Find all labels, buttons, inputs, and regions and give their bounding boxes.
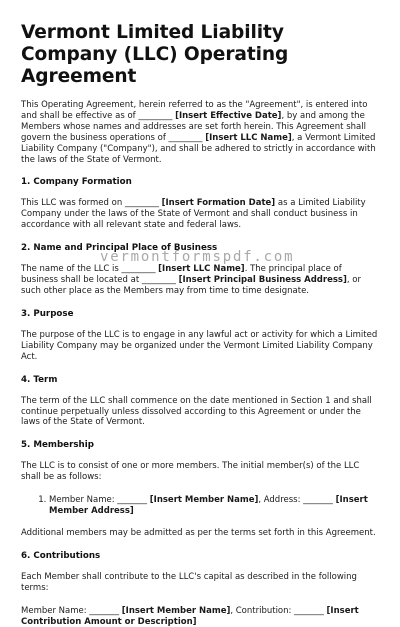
member-name-placeholder: [Insert Member Name] (149, 495, 259, 506)
intro-text-1: This Operating Agreement, herein referred to as the "Agreement", is entered into and shall be effective as of ________ (21, 100, 368, 121)
section-heading-purpose: 3. Purpose (21, 308, 74, 319)
document-title: Vermont Limited Liability Company (LLC) Operating Agreement (21, 22, 289, 87)
intro-paragraph (21, 100, 381, 165)
contribution-member-name-placeholder: [Insert Member Name] (121, 605, 231, 616)
business-address-placeholder: [Insert Principal Business Address] (178, 275, 347, 286)
intro-text-2: , by and among the Members whose names and addresses are set forth herein. This Agreement shall govern the business operations of ________ (21, 110, 366, 143)
contributions-paragraph: Each Member shall contribute to the LLC's capital as described in the following terms: (21, 571, 357, 593)
contribution-text-2: , Contribution: _______ (230, 605, 327, 616)
formation-text-2: as a Limited Liability Company under the laws of the State of Vermont and shall conduct business in accordance with all relevant state and federal laws. (21, 198, 366, 231)
document-page (21, 22, 381, 627)
section-heading-term: 4. Term (21, 374, 58, 385)
purpose-paragraph: The purpose of the LLC is to engage in any lawful act or activity for which a Limited Liability Company may be organized under the Vermont Limited Liability Company Act. (21, 329, 378, 362)
name-text-3: , or such other place as the Members may from time to time designate. (21, 275, 361, 296)
membership-paragraph: The LLC is to consist of one or more members. The initial member(s) of the LLC shall be as follows: (21, 461, 360, 483)
effective-date-placeholder: [Insert Effective Date] (175, 110, 282, 121)
contribution-amount-placeholder: [Insert Contribution Amount or Description] (21, 605, 359, 627)
section-heading-membership: 5. Membership (21, 440, 94, 451)
intro-text-3: , a Vermont Limited Liability Company ("Company"), and shall be adhered to strictly in accordance with the laws of the State of Vermont. (21, 132, 376, 165)
watermark: vermontformspdf.com (100, 249, 295, 265)
formation-date-placeholder: [Insert Formation Date] (161, 198, 276, 209)
name-llc-placeholder: [Insert LLC Name] (158, 264, 245, 275)
member-list-item (49, 495, 381, 517)
section-heading-formation: 1. Company Formation (21, 177, 132, 188)
membership-additional-paragraph: Additional members may be admitted as per the terms set forth in this Agreement. (21, 527, 376, 538)
name-text-2: . The principal place of business shall be located at ________ (21, 264, 342, 286)
llc-name-placeholder: [Insert LLC Name] (205, 132, 292, 143)
member-address-placeholder: [Insert Member Address] (49, 495, 368, 517)
name-text-1: The name of the LLC is ________ (21, 264, 159, 275)
member-item-text-1: Member Name: _______ (49, 495, 150, 506)
section-heading-contributions: 6. Contributions (21, 550, 101, 561)
member-list (21, 495, 381, 517)
contribution-text-1: Member Name: _______ (21, 605, 122, 616)
formation-paragraph (21, 198, 381, 231)
section-heading-name: 2. Name and Principal Place of Business (21, 243, 218, 254)
term-paragraph: The term of the LLC shall commence on the date mentioned in Section 1 and shall continue perpetually unless dissolved according to this Agreement or under the laws of the State of Vermont. (21, 395, 372, 428)
member-item-text-2: , Address: _______ (258, 495, 336, 506)
name-paragraph (21, 264, 381, 297)
formation-text-1: This LLC was formed on ________ (21, 198, 162, 209)
contribution-line (21, 606, 381, 627)
